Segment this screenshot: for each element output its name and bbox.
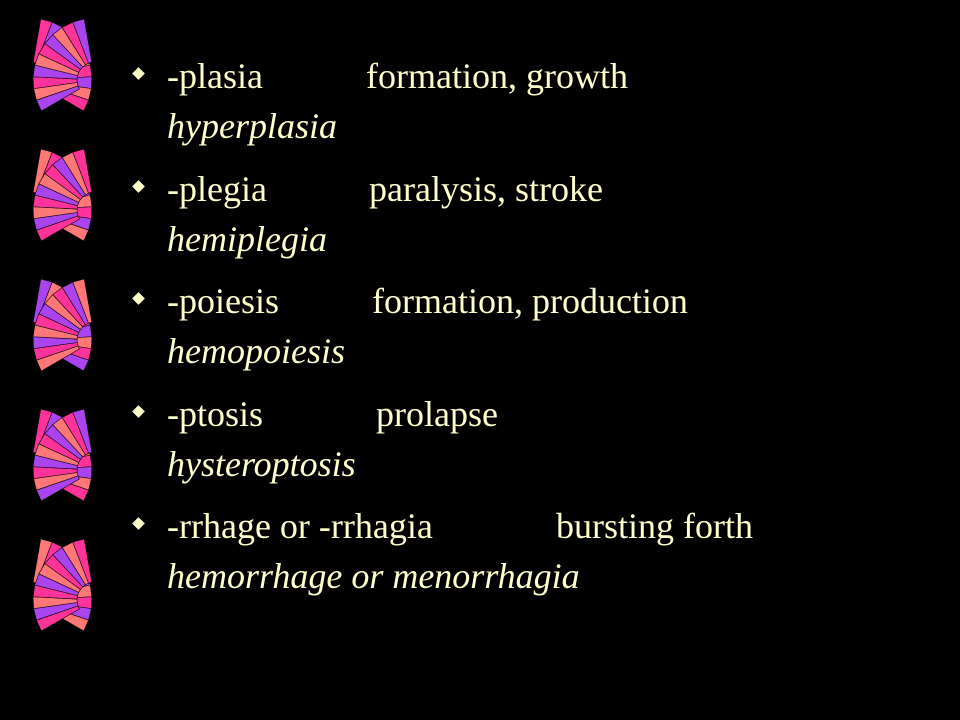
suffix-definition: formation, growth bbox=[366, 56, 628, 96]
decorative-ribbon bbox=[0, 0, 130, 720]
suffix-term: -poiesis bbox=[167, 281, 279, 321]
suffix-example: hyperplasia bbox=[167, 106, 337, 146]
suffix-definition: formation, production bbox=[372, 281, 688, 321]
suffix-term: -ptosis bbox=[167, 394, 264, 434]
suffix-example: hysteroptosis bbox=[167, 444, 356, 484]
suffix-example: hemopoiesis bbox=[167, 331, 345, 371]
suffix-example: hemorrhage or menorrhagia bbox=[167, 556, 580, 596]
suffix-definition: bursting forth bbox=[556, 506, 753, 546]
suffix-term: -rrhage or -rrhagia bbox=[167, 506, 433, 546]
suffix-definition: prolapse bbox=[376, 394, 498, 434]
suffix-term: -plasia bbox=[167, 56, 263, 96]
suffix-definition: paralysis, stroke bbox=[369, 169, 603, 209]
suffix-example: hemiplegia bbox=[167, 219, 327, 259]
suffix-term: -plegia bbox=[167, 169, 267, 209]
